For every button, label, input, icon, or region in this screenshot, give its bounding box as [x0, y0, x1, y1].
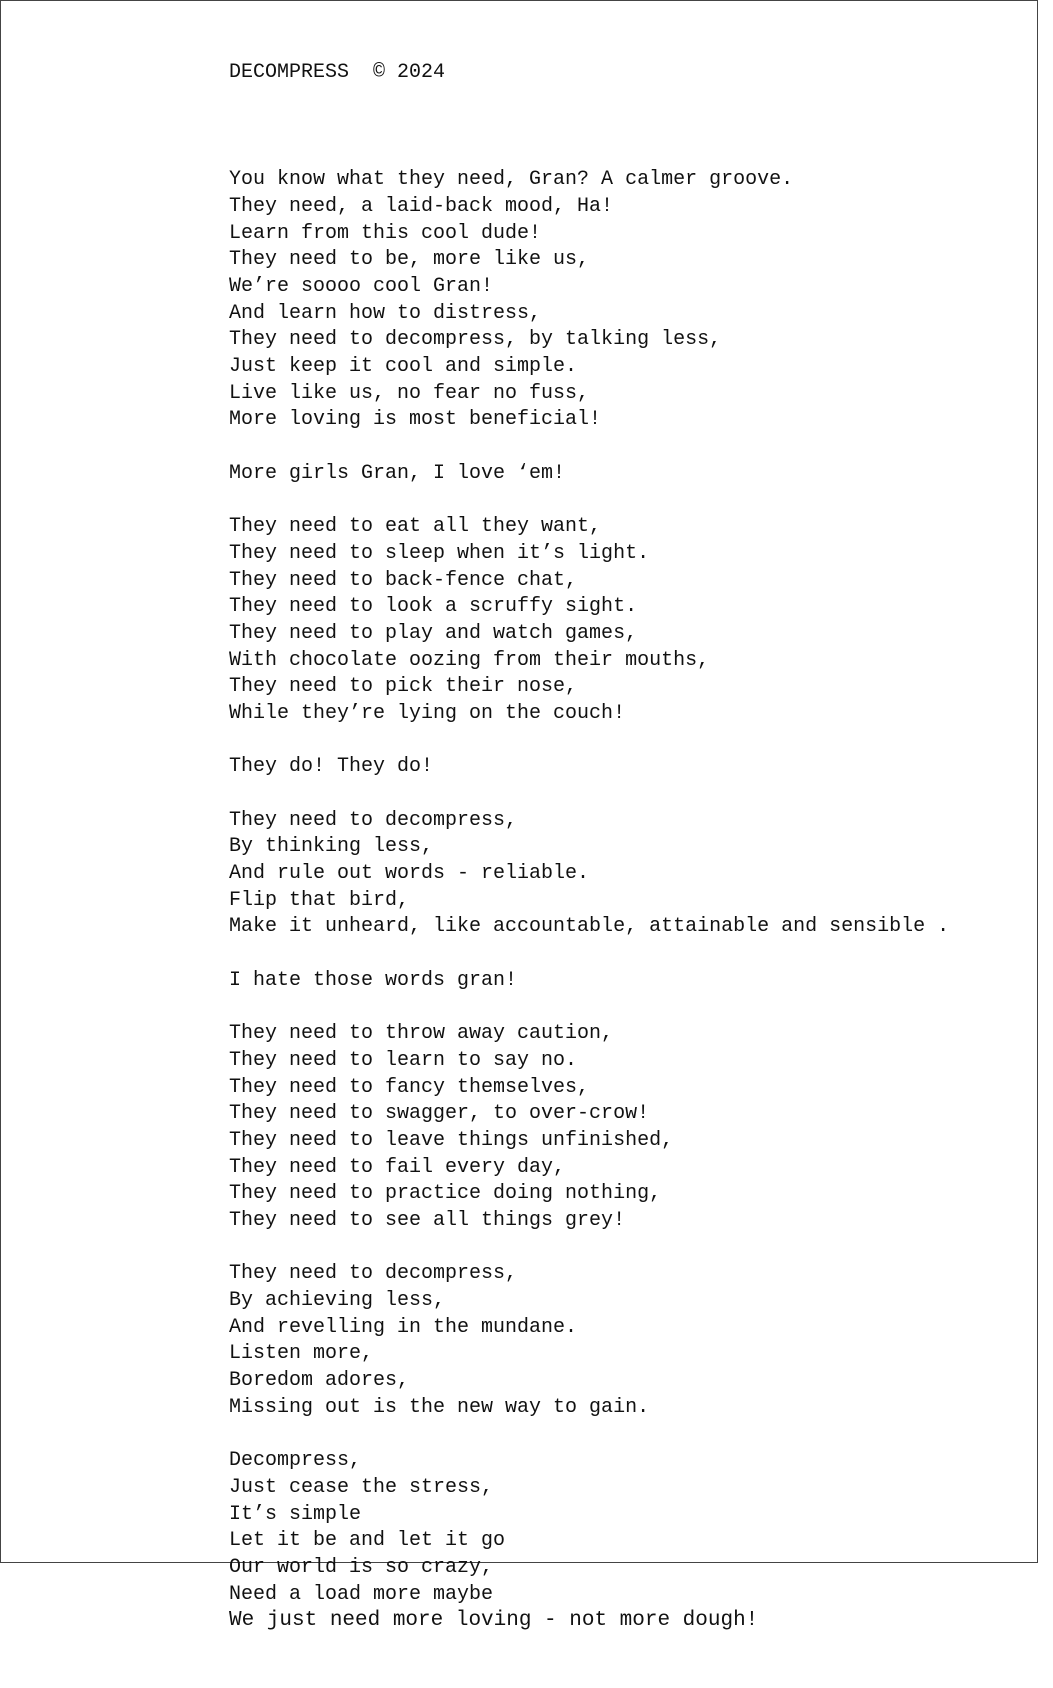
- poem-line: And rule out words - reliable.: [229, 862, 590, 886]
- stanza: [229, 1261, 949, 1421]
- poem-line: They need to swagger, to over-crow!: [229, 1102, 650, 1126]
- poem-line: Learn from this cool dude!: [229, 221, 542, 245]
- stanza-gap: [229, 487, 949, 514]
- poem-line: Our world is so crazy,: [229, 1555, 494, 1579]
- stanza-gap: [229, 434, 949, 461]
- poem-line: And revelling in the mundane.: [229, 1315, 578, 1339]
- poem-line: They need to back-fence chat,: [229, 568, 578, 592]
- poem-title: DECOMPRESS: [229, 61, 350, 85]
- stanza: [229, 808, 949, 941]
- stanza-gap: [229, 728, 949, 755]
- stanza: [229, 167, 949, 434]
- poem-line: They do! They do!: [229, 755, 434, 779]
- stanza: [229, 1448, 949, 1635]
- poem-line: They need to sleep when it’s light.: [229, 541, 650, 565]
- stanza-container: [229, 141, 949, 1636]
- stanza-gap: [229, 995, 949, 1022]
- poem-line: Need a load more maybe: [229, 1582, 494, 1606]
- copyright-notice: © 2024: [373, 61, 446, 85]
- poem-line: Decompress,: [229, 1449, 362, 1473]
- poem-line: They need to learn to say no.: [229, 1048, 578, 1072]
- poem-line: It’s simple: [229, 1502, 362, 1526]
- poem-line: Make it unheard, like accountable, attainable and sensible .: [229, 915, 950, 939]
- poem-line: And learn how to distress,: [229, 301, 542, 325]
- poem-line: You know what they need, Gran? A calmer groove.: [229, 168, 794, 192]
- poem-line: We’re soooo cool Gran!: [229, 274, 494, 298]
- poem-line: More loving is most beneficial!: [229, 408, 602, 432]
- stanza-gap: [229, 941, 949, 968]
- poem-line: By thinking less,: [229, 835, 434, 859]
- stanza: [229, 968, 949, 995]
- poem-line: They need to fail every day,: [229, 1155, 566, 1179]
- poem-line: They need to leave things unfinished,: [229, 1128, 674, 1152]
- poem-line: They need to see all things grey!: [229, 1209, 626, 1232]
- poem-line: Listen more,: [229, 1342, 374, 1366]
- poem-line: While they’re lying on the couch!: [229, 701, 626, 725]
- poem-line: They need to throw away caution,: [229, 1022, 614, 1046]
- poem-line: I hate those words gran!: [229, 968, 518, 992]
- stanza: [229, 514, 949, 728]
- stanza: [229, 461, 949, 488]
- stanza-gap: [229, 1235, 949, 1262]
- poem-line: By achieving less,: [229, 1289, 446, 1313]
- poem-line: They need to be, more like us,: [229, 248, 590, 272]
- stanza: [229, 754, 949, 781]
- poem-line: They need to decompress,: [229, 1262, 518, 1286]
- stanza-gap: [229, 781, 949, 808]
- title-line: [229, 60, 949, 87]
- poem-line: More girls Gran, I love ‘em!: [229, 461, 566, 485]
- poem-line: They need to look a scruffy sight.: [229, 595, 638, 619]
- poem-line: They need to fancy themselves,: [229, 1075, 590, 1099]
- poem-line: They need to decompress, by talking less,: [229, 328, 722, 352]
- poem-line: Just cease the stress,: [229, 1475, 494, 1499]
- poem-line: With chocolate oozing from their mouths,: [229, 648, 710, 672]
- poem-line: They need to pick their nose,: [229, 675, 578, 699]
- poem-line: They need to play and watch games,: [229, 621, 638, 645]
- poem-line: They need to practice doing nothing,: [229, 1182, 662, 1206]
- poem-line: Let it be and let it go: [229, 1529, 506, 1553]
- stanza: [229, 1021, 949, 1235]
- stanza-gap: [229, 1422, 949, 1449]
- poem-line: Missing out is the new way to gain.: [229, 1395, 650, 1419]
- poem-line: They need to eat all they want,: [229, 515, 602, 539]
- poem-line: They need to decompress,: [229, 808, 518, 832]
- poem-line: Just keep it cool and simple.: [229, 355, 578, 378]
- poem-line: Live like us, no fear no fuss,: [229, 381, 590, 405]
- poem-line: Flip that bird,: [229, 888, 410, 912]
- poem-line: We just need more loving - not more dough!: [229, 1609, 759, 1633]
- poem-body: [229, 7, 949, 1688]
- poem-line: Boredom adores,: [229, 1369, 410, 1393]
- stanza-gap: [229, 141, 949, 168]
- poem-line: They need, a laid-back mood, Ha!: [229, 194, 614, 218]
